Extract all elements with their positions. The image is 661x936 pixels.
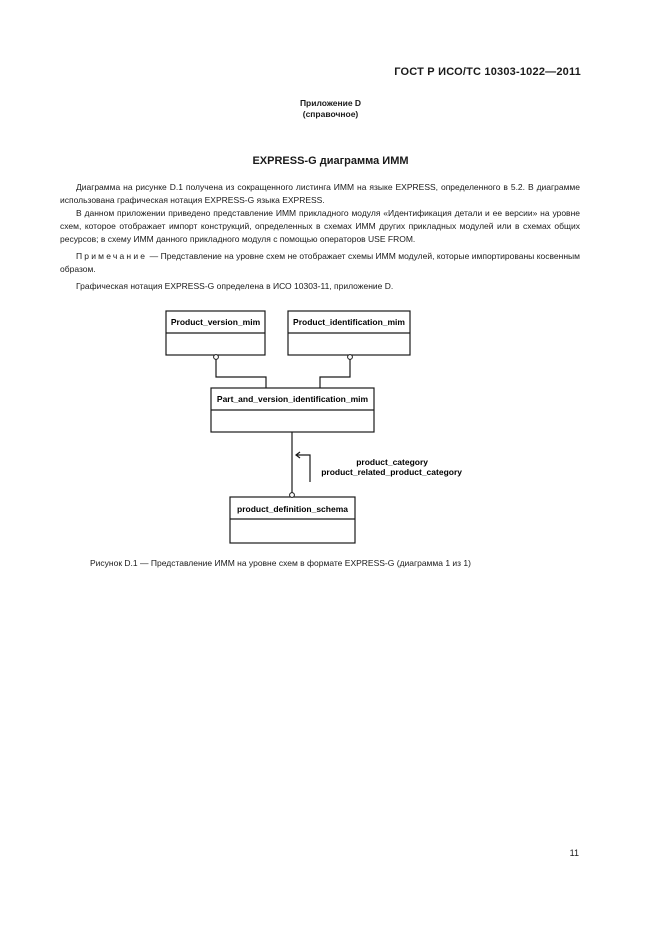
relation-bracket [296, 455, 310, 482]
connector-end-circle [290, 493, 295, 498]
connector-product-version [216, 359, 266, 388]
note-label: Примечание [76, 251, 148, 261]
connector-end-circle [214, 355, 219, 360]
paragraph-1: Диаграмма на рисунке D.1 получена из сокращенного листинга ИММ на языке EXPRESS, определенного в 5.2. В диаграмме использована графическая нотация EXPRESS-G языка EXPRESS. [60, 182, 580, 205]
note-text: — Представление на уровне схем не отображает схемы ИММ модулей, которые импортированы косвенным образом. [60, 251, 580, 274]
annex-subtitle: (справочное) [302, 109, 359, 119]
entity-label-part-and-version: Part_and_version_identification_mim [216, 394, 369, 404]
entity-label-product-identification: Product_identification_mim [293, 317, 405, 327]
figure-caption: Рисунок D.1 — Представление ИММ на уровне схем в формате EXPRESS-G (диаграмма 1 из 1) [90, 558, 471, 568]
entity-label-product-version: Product_version_mim [170, 317, 261, 327]
paragraph-3: Графическая нотация EXPRESS-G определена в ИСО 10303-11, приложение D. [76, 281, 394, 291]
section-title: EXPRESS-G диаграмма ИММ [252, 155, 409, 167]
annex-title: Приложение D [299, 98, 362, 108]
entity-label-product-definition: product_definition_schema [237, 504, 348, 514]
connector-end-circle [348, 355, 353, 360]
page-number: 11 [569, 848, 579, 858]
document-id: ГОСТ Р ИСО/ТС 10303-1022—2011 [394, 66, 581, 78]
connector-product-identification [320, 359, 350, 388]
relation-label-line2: product_related_product_category [321, 467, 462, 477]
paragraph-2: В данном приложении приведено представление ИММ прикладного модуля «Идентификация детали и ее версии» на уровне схем, которое отображает импорт конструкций, определенных в схемах ИММ других прикладных модулей или в схемах общих ресурсов; в схему ИММ данного прикладного модуля с помощью операторов USE FROM. [60, 208, 580, 244]
relation-label-line1: product_category [356, 457, 428, 467]
